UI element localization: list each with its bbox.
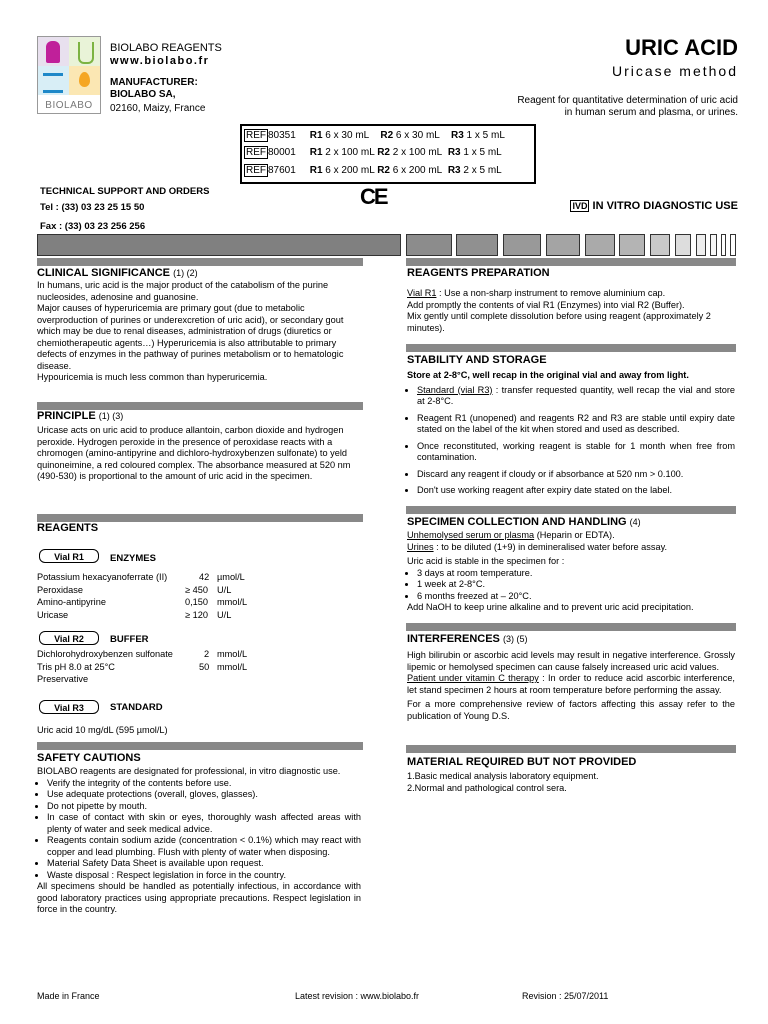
color-bar-segment	[675, 234, 691, 256]
section-divider	[406, 506, 736, 514]
section-title-interferences: INTERFERENCES (3) (5)	[407, 633, 528, 645]
section-title-material: MATERIAL REQUIRED BUT NOT PROVIDED	[407, 756, 637, 768]
section-divider	[37, 402, 363, 410]
list-item: • Waste disposal : Respect legislation in force in the country.	[47, 870, 361, 882]
color-bar-segment	[585, 234, 615, 256]
section-title-reagents: REAGENTS	[37, 522, 99, 534]
reagent-value: ≥ 120	[185, 610, 208, 620]
logo-text: BIOLABO	[45, 100, 93, 111]
reagent-unit: mmol/L	[217, 597, 248, 607]
color-bar-segment	[650, 234, 670, 256]
color-bar-segment	[456, 234, 498, 256]
website: www.biolabo.fr	[110, 55, 210, 67]
list-item: • Reagent R1 (unopened) and reagents R2 and R3 are stable until expiry date stated on the label of the kit when stored and used as described.	[417, 413, 735, 436]
ref-row: REF 87601 R1 6 x 200 mL R2 6 x 200 mL R3 2 x 5 mL	[246, 165, 502, 176]
footer-revision: Revision : 25/07/2011	[522, 991, 609, 1001]
color-bar-segment	[721, 234, 726, 256]
vial-r1-badge: Vial R1	[39, 549, 99, 563]
reagent-value: 42	[199, 572, 210, 582]
manufacturer-label: MANUFACTURER:	[110, 77, 198, 88]
section-divider	[37, 258, 363, 266]
vial-r3-label: STANDARD	[110, 702, 163, 713]
reagent-row: Peroxidase	[37, 585, 83, 595]
footer-latest: Latest revision : www.biolabo.fr	[295, 991, 420, 1001]
list-item: • Once reconstituted, working reagent is stable for 1 month when free from contamination.	[417, 441, 735, 464]
section-divider	[406, 258, 736, 266]
ivd-label: IVD IN VITRO DIAGNOSTIC USE	[572, 200, 738, 212]
vial-r2-badge: Vial R2	[39, 631, 99, 645]
list-item: • 6 months freezed at – 20°C.	[417, 591, 735, 603]
support-title: TECHNICAL SUPPORT AND ORDERS	[40, 186, 210, 197]
list-item: • Use adequate protections (overall, gloves, glasses).	[47, 789, 361, 801]
reagent-unit: U/L	[217, 610, 232, 620]
support-fax: Fax : (33) 03 23 256 256	[40, 221, 146, 232]
company-name: BIOLABO REAGENTS	[110, 42, 222, 54]
ce-mark-icon: CE	[360, 184, 387, 209]
section-divider	[406, 745, 736, 753]
prep-text: Vial R1 : Use a non-sharp instrument to remove aluminium cap. Add promptly the contents of vial R1 (Enzymes) into vial R2 (Buffer). Mix gently until complete dissolution before using reagent (approximately 2 minutes).	[407, 288, 711, 333]
stability-text: Store at 2-8°C, well recap in the original vial and away from light. • Standard (vial R3) : transfer requested quantity, well recap the vial and store at 2-8°C. • Reagent R1 (unopened) and reagents R2 and R3 are stable until expiry date stated on the label of the kit when stored and used as described. • Once reconstituted, working reagent is stable for 1 month when free from contamination. • Discard any reagent if cloudy or if absorbance at 520 nm > 0.100. • Don't use working reagent after expiry date stated on the label.	[407, 370, 735, 497]
section-title-stability: STABILITY AND STORAGE	[407, 354, 547, 366]
page-title: URIC ACID	[625, 35, 738, 60]
list-item: • In case of contact with skin or eyes, thoroughly wash affected areas with plenty of water and seek medical advice.	[47, 812, 361, 835]
specimen-text: Unhemolysed serum or plasma (Heparin or EDTA). Urines : to be diluted (1+9) in demineralised water before assay. Uric acid is stable in the specimen for : • 3 days at room temperature. • 1 week at 2-8°C. • 6 months freezed at – 20°C. Add NaOH to keep urine alkaline and to prevent uric acid precipitation.	[407, 530, 735, 614]
material-text: 1.Basic medical analysis laboratory equipment. 2.Normal and pathological control sera.	[407, 771, 599, 793]
safety-text: BIOLABO reagents are designated for professional, in vitro diagnostic use. • Verify the integrity of the contents before use. • Use adequate protections (overall, gloves, glasses). • Do not pipette by mouth. • In case of contact with skin or eyes, thoroughly wash affected areas with plenty of water and seek medical advice. • Reagents contain sodium azide (concentration < 0.1%) which may react with copper and lead plumbing. Flush with plenty of water when disposing. • Material Safety Data Sheet is available upon request. • Waste disposal : Respect legislation in force in the country. All specimens should be handled as potentially infectious, in accordance with good laboratory practices using appropriate precautions. Respect legislation in force in the country.	[37, 766, 361, 916]
section-divider	[406, 623, 736, 631]
section-divider	[406, 344, 736, 352]
section-title-principle: PRINCIPLE (1) (3)	[37, 410, 124, 422]
color-bar-segment	[696, 234, 706, 256]
list-item: • Standard (vial R3) : transfer requested quantity, well recap the vial and store at 2-8°C.	[417, 385, 735, 408]
color-bar-segment	[503, 234, 541, 256]
list-item: • Do not pipette by mouth.	[47, 801, 361, 813]
principle-text: Uricase acts on uric acid to produce allantoin, carbon dioxide and hydrogen peroxide. Hydrogen peroxide in the presence of peroxidase reacts with a chromogen (amino-antipyrine and dichloro-hydroxybenzen sulfonate) to yeld quinoneimine, a red coloured complex. The absorbance measured at 520 nm (490-530) is proportional to the amount of uric acid in the specimen.	[37, 425, 351, 481]
vial-r3-badge: Vial R3	[39, 700, 99, 714]
clinical-text: In humans, uric acid is the major product of the catabolism of the purine nucleosides, adenosine and guanosine. Major causes of hyperuricemia are primary gout (due to metabolic overproduction of purines or underexcretion of uric acid), or secondary gout which may be due to renal diseases, administration of drugs (diuretics or chemiotherapeutic agents…) Hyperuricemia is also attributable to primary defects of enzymes in the pathway of purines metabolism or to hematologic disease. Hypouricemia is much less common than hyperuricemia.	[37, 280, 344, 382]
color-bar-segment	[37, 234, 401, 256]
ref-row: REF 80001 R1 2 x 100 mL R2 2 x 100 mL R3 1 x 5 mL	[246, 147, 502, 158]
logo-drop-icon	[79, 72, 90, 87]
color-bar-segment	[619, 234, 645, 256]
address: 02160, Maizy, France	[110, 103, 206, 114]
section-title-specimen: SPECIMEN COLLECTION AND HANDLING (4)	[407, 516, 641, 528]
list-item: • Verify the integrity of the contents before use.	[47, 778, 361, 790]
vial-r1-label: ENZYMES	[110, 553, 156, 564]
reagent-row: Preservative	[37, 674, 89, 684]
support-tel: Tel : (33) 03 23 25 15 50	[40, 202, 145, 213]
list-item: • Reagents contain sodium azide (concentration < 0.1%) which may react with copper and lead plumbing. Flush with plenty of water when disposing.	[47, 835, 361, 858]
list-item: • 1 week at 2-8°C.	[417, 579, 735, 591]
color-bar-segment	[730, 234, 736, 256]
color-bar-segment	[406, 234, 452, 256]
logo-beaker-icon	[78, 42, 94, 64]
color-bar-segment	[710, 234, 717, 256]
reagent-unit: µmol/L	[217, 572, 245, 582]
color-bar-segment	[546, 234, 580, 256]
ref-row: REF 80351 R1 6 x 30 mL R2 6 x 30 mL R3 1 x 5 mL	[246, 130, 505, 141]
description: Reagent for quantitative determination of uric acid in human serum and plasma, or urines.	[517, 95, 738, 118]
standard-text: Uric acid 10 mg/dL (595 µmol/L)	[37, 725, 168, 735]
section-title-safety: SAFETY CAUTIONS	[37, 752, 141, 764]
list-item: • Material Safety Data Sheet is available upon request.	[47, 858, 361, 870]
list-item: • Discard any reagent if cloudy or if absorbance at 520 nm > 0.100.	[417, 469, 735, 481]
interferences-text: High bilirubin or ascorbic acid levels may result in negative interference. Grossly lipemic or hemolysed specimen can cause falsely increased uric acid values. Patient under vitamin C therapy : In order to reduce acid ascorbic interference, let stand specimen 2 hours at room temperature before performing the assay. For a more comprehensive review of factors affecting this assay refer to the publication of Young D.S.	[407, 650, 735, 721]
reagent-value: 50	[199, 662, 210, 672]
biolabo-logo	[37, 36, 101, 114]
reagent-value: ≥ 450	[185, 585, 208, 595]
reference-table	[240, 124, 536, 184]
section-divider	[37, 742, 363, 750]
logo-waves-icon	[43, 73, 63, 93]
page-subtitle: Uricase method	[611, 63, 738, 79]
list-item: • Don't use working reagent after expiry date stated on the label.	[417, 485, 735, 497]
list-item: • 3 days at room temperature.	[417, 568, 735, 580]
reagent-value: 2	[204, 649, 210, 659]
manufacturer-name: BIOLABO SA,	[110, 89, 176, 100]
logo-figure-icon	[46, 41, 60, 63]
reagent-unit: mmol/L	[217, 662, 248, 672]
reagent-row: Amino-antipyrine	[37, 597, 106, 607]
reagent-value: 0,150	[185, 597, 208, 607]
reagent-row: Potassium hexacyanoferrate (II)	[37, 572, 168, 582]
reagent-row: Tris pH 8.0 at 25°C	[37, 662, 115, 672]
vial-r2-label: BUFFER	[110, 634, 149, 645]
reagent-row: Uricase	[37, 610, 69, 620]
section-title-clinical: CLINICAL SIGNIFICANCE (1) (2)	[37, 267, 198, 279]
reagent-row: Dichlorohydroxybenzen sulfonate	[37, 649, 173, 659]
reagent-unit: U/L	[217, 585, 232, 595]
footer-made: Made in France	[37, 991, 100, 1001]
section-title-prep: REAGENTS PREPARATION	[407, 267, 550, 279]
reagent-unit: mmol/L	[217, 649, 248, 659]
section-divider	[37, 514, 363, 522]
